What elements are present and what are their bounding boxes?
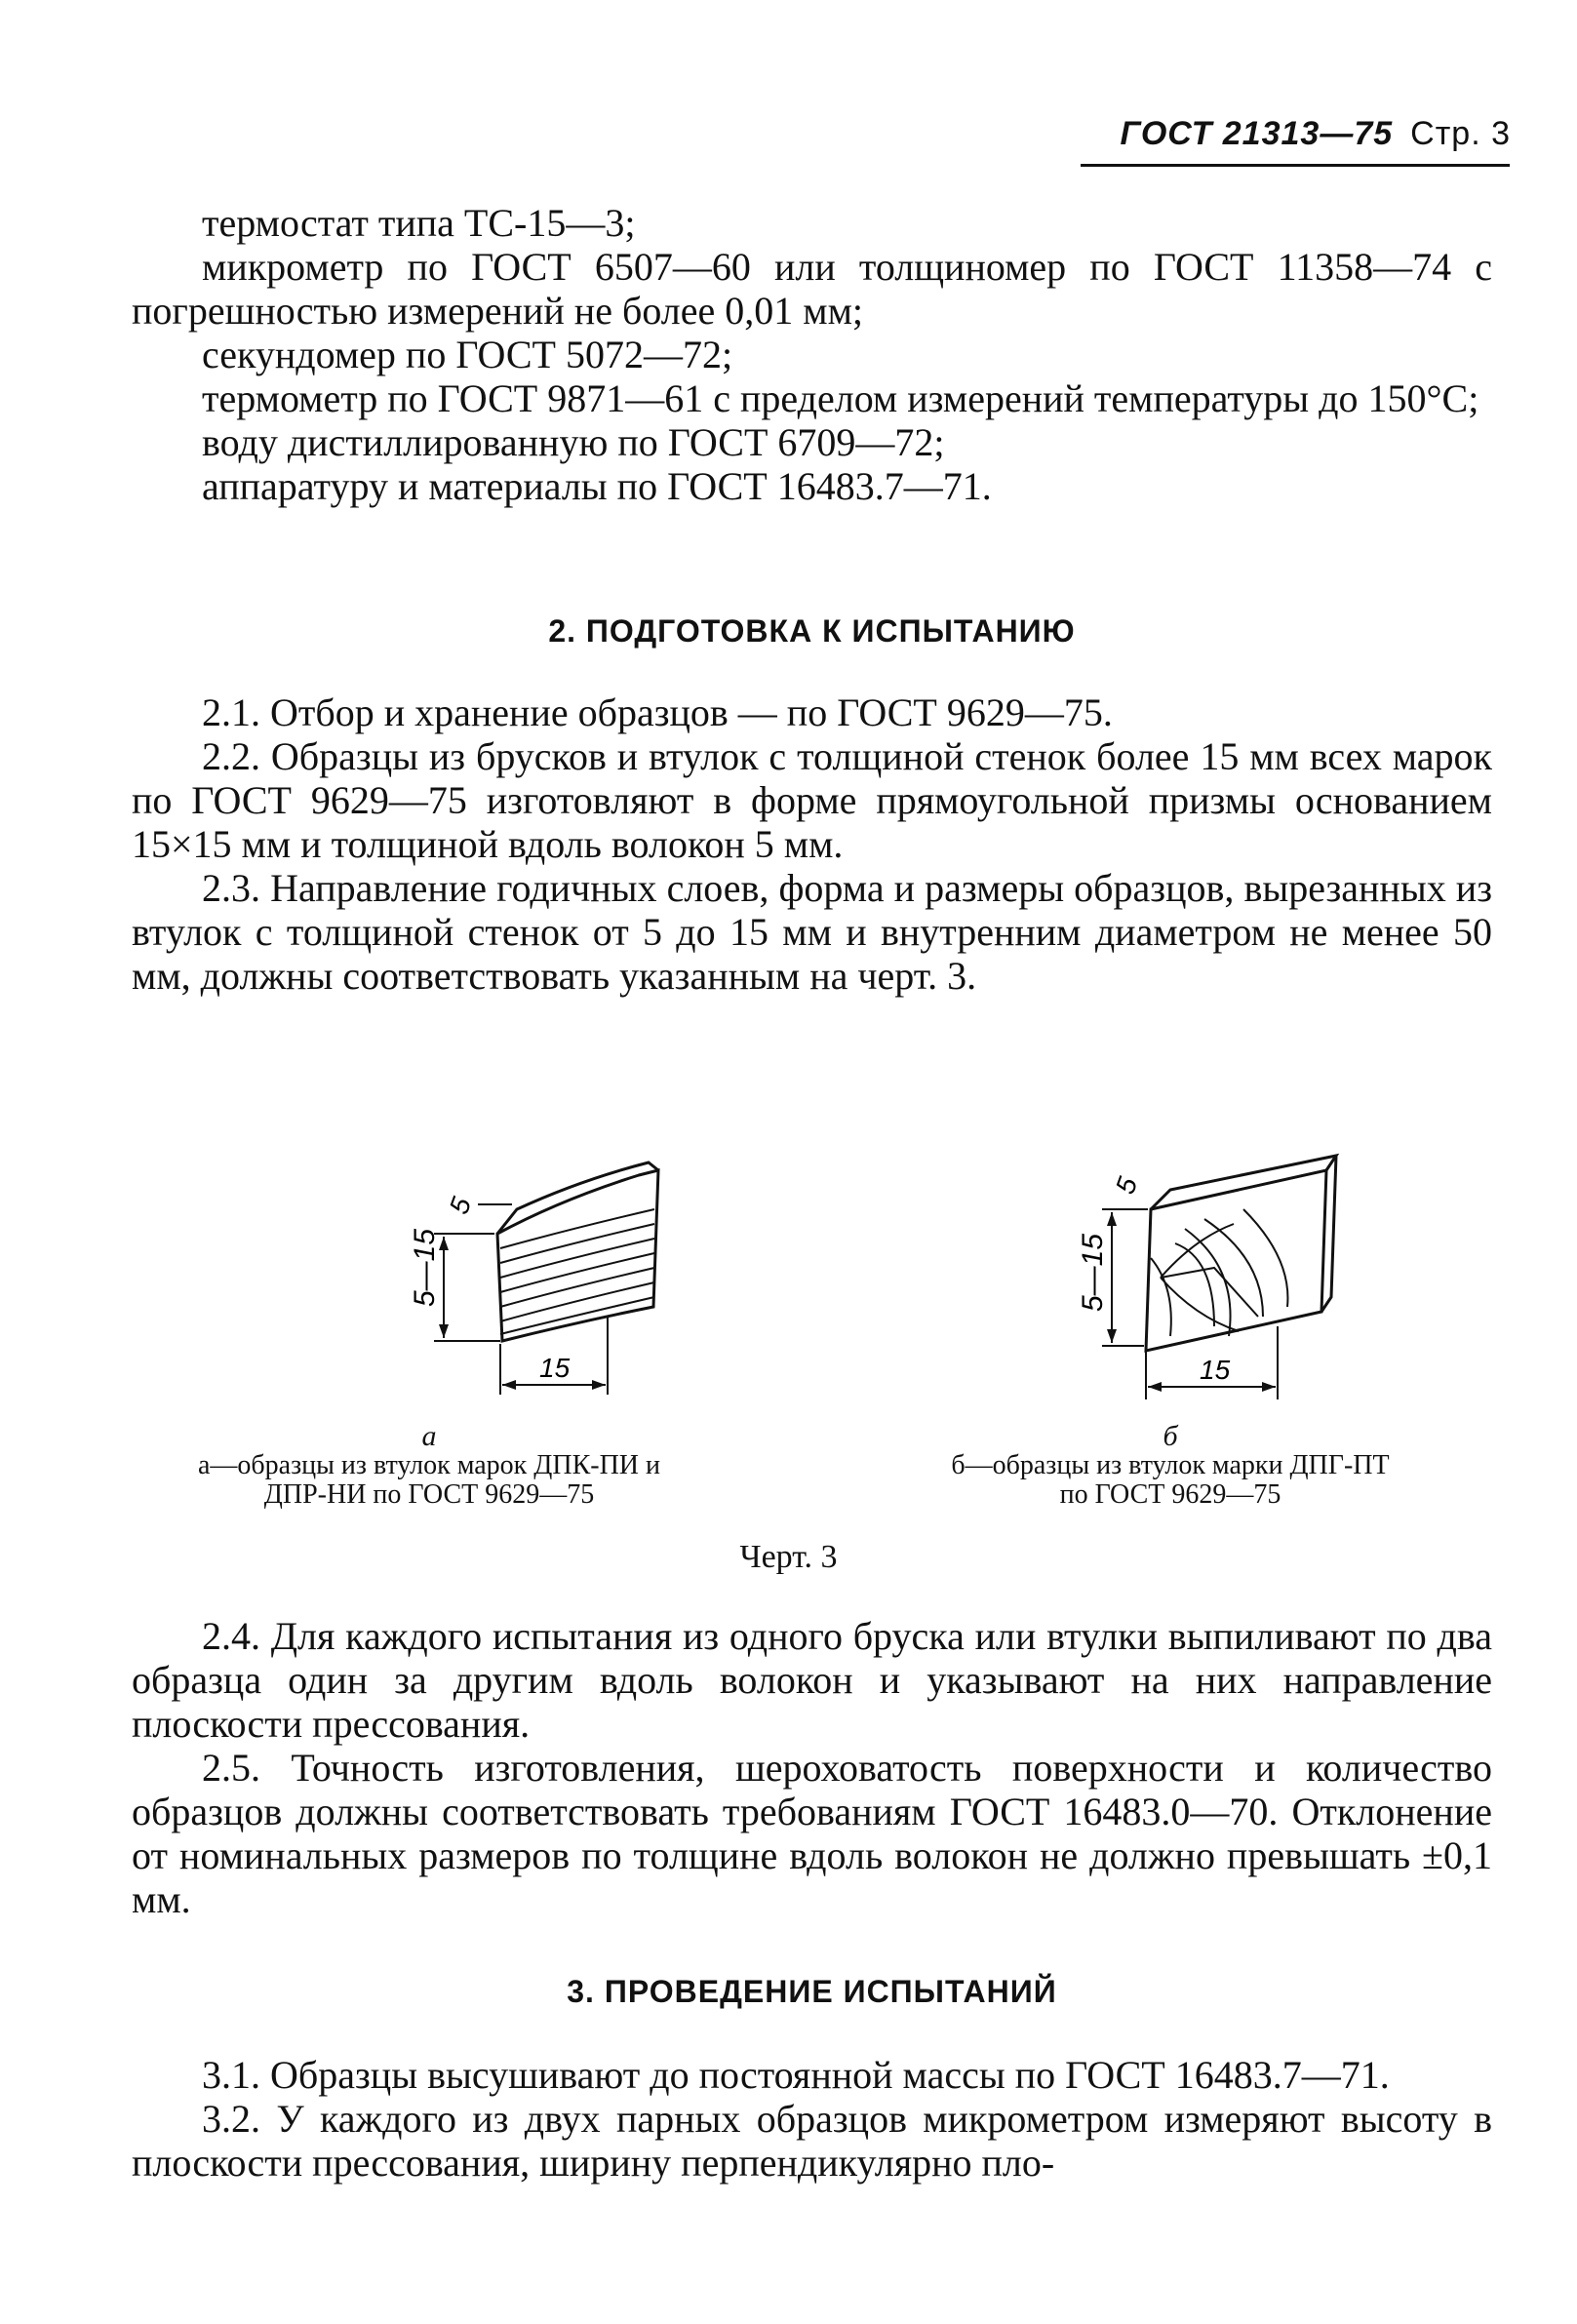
- list-item: секундомер по ГОСТ 5072—72;: [202, 333, 733, 376]
- paragraph-2-3: 2.3. Направление годичных слоев, форма и размеры образцов, вырезанных из втулок с толщиной стенок от 5 до 15 мм и внутренним диаметром не менее 50 мм, должны соответствовать указанным на черт. 3.: [132, 866, 1492, 998]
- paragraph-2-2: 2.2. Образцы из брусков и втулок с толщиной стенок более 15 мм всех марок по ГОСТ 9629—75 изготовляют в форме прямоугольной призмы основанием 15×15 мм и толщиной вдоль волокон 5 мм.: [132, 734, 1492, 866]
- section-3: [132, 1970, 1492, 2185]
- figure-b-dim-top: 5: [1109, 1172, 1144, 1199]
- paragraph-3-2: 3.2. У каждого из двух парных образцов микрометром измеряют высоту в плоскости прессования, ширину перпендикулярно пло-: [132, 2097, 1492, 2185]
- header-page-number: Стр. 3: [1410, 115, 1511, 152]
- figure-a-dim-top: 5: [443, 1193, 478, 1218]
- paragraph-3-1: 3.1. Образцы высушивают до постоянной массы по ГОСТ 16483.7—71.: [202, 2053, 1390, 2097]
- page-header: [1120, 115, 1511, 153]
- figure-b-drawing: [1068, 1151, 1360, 1414]
- header-standard: ГОСТ 21313—75: [1120, 115, 1394, 152]
- section-3-title: 3. ПРОВЕДЕНИЕ ИСПЫТАНИЙ: [567, 1974, 1057, 2009]
- paragraph-2-5: 2.5. Точность изготовления, шероховатость поверхности и количество образцов должны соответствовать требованиям ГОСТ 16483.0—70. Отклонение от номинальных размеров по толщине вдоль волокон не должно превышать ±0,1 мм.: [132, 1746, 1492, 1921]
- paragraph-2-1: 2.1. Отбор и хранение образцов — по ГОСТ 9629—75.: [202, 690, 1113, 734]
- header-rule: [1081, 164, 1510, 167]
- list-item: термометр по ГОСТ 9871—61 с пределом измерений температуры до 150°С;: [202, 376, 1479, 420]
- list-item: воду дистиллированную по ГОСТ 6709—72;: [202, 420, 945, 464]
- list-item: аппаратуру и материалы по ГОСТ 16483.7—71.: [202, 464, 992, 508]
- figure-a-drawing: [385, 1151, 678, 1414]
- list-item: микрометр по ГОСТ 6507—60 или толщиномер по ГОСТ 11358—74 с погрешностью измерений не более 0,01 мм;: [132, 245, 1492, 333]
- figure-b-caption: [839, 1422, 1502, 1510]
- figure-b-caption-line2: по ГОСТ 9629—75: [1059, 1479, 1281, 1510]
- paragraph-2-4: 2.4. Для каждого испытания из одного бруска или втулки выпиливают по два образца один за другим вдоль волокон и указывают на них направление плоскости прессования.: [132, 1614, 1492, 1746]
- equipment-list: [132, 201, 1492, 508]
- figure-a-caption: [88, 1422, 770, 1510]
- figure-b-dim-bottom: 15: [1200, 1355, 1231, 1385]
- section-2-title: 2. ПОДГОТОВКА К ИСПЫТАНИЮ: [548, 613, 1076, 649]
- figure-a-dim-side: 5—15: [409, 1228, 441, 1307]
- figure-a-dim-bottom: 15: [539, 1353, 571, 1383]
- section-2: [132, 610, 1492, 998]
- figure-label: Черт. 3: [739, 1539, 838, 1575]
- figure-b-caption-line1: б—образцы из втулок марки ДПГ-ПТ: [951, 1450, 1390, 1480]
- figure-b-dim-side: 5—15: [1077, 1233, 1109, 1312]
- list-item: термостат типа ТС-15—3;: [202, 201, 636, 245]
- section-2-continued: [132, 1614, 1492, 1921]
- figure-a-letter: а: [421, 1420, 437, 1452]
- figure-b-letter: б: [1163, 1420, 1178, 1452]
- figure-a-caption-line2: ДПР-НИ по ГОСТ 9629—75: [263, 1479, 595, 1510]
- figure-a-caption-line1: а—образцы из втулок марок ДПК-ПИ и: [197, 1450, 661, 1480]
